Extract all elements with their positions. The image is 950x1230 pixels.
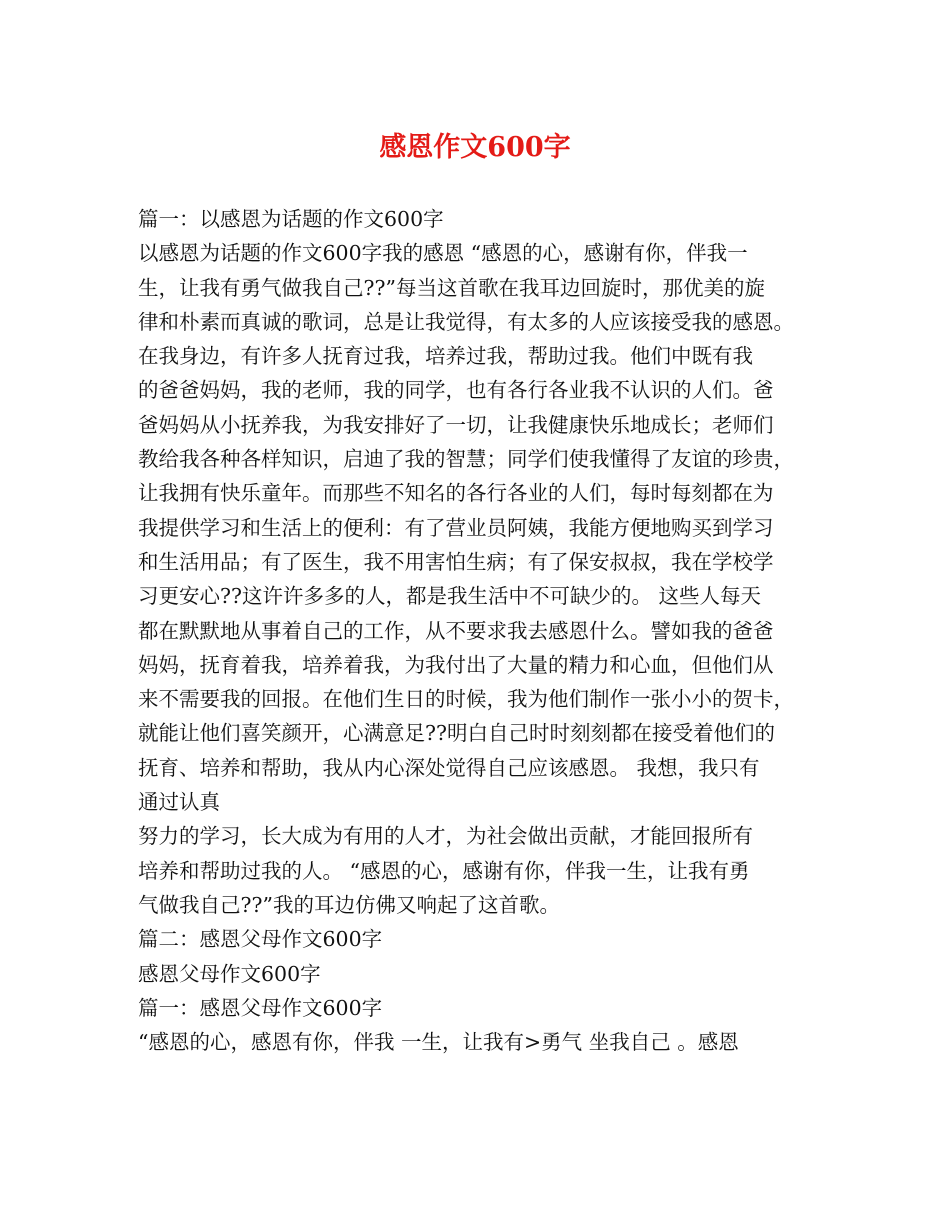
text-line: “感恩的心，感恩有你，伴我 一生，让我有>勇气 坐我自己 。感恩 — [138, 1030, 739, 1055]
text-line: 妈妈，抚育着我，培养着我，为我付出了大量的精力和心血，但他们从 — [138, 652, 774, 677]
document-body — [138, 202, 818, 1059]
text-line: 培养和帮助过我的人。 “感恩的心，感谢有你，伴我一生，让我有勇 — [138, 858, 750, 883]
text-line: 篇一：以感恩为话题的作文600字 — [138, 207, 444, 231]
text-line: 都在默默地从事着自己的工作，从不要求我去感恩什么。譬如我的爸爸 — [138, 618, 774, 643]
text-line: 在我身边，有许多人抚育过我，培养过我，帮助过我。他们中既有我 — [138, 344, 753, 369]
text-line: 抚育、培养和帮助，我从内心深处觉得自己应该感恩。 我想，我只有 — [138, 755, 760, 780]
text-line: 让我拥有快乐童年。而那些不知名的各行各业的人们，每时每刻都在为 — [138, 481, 774, 506]
text-line: 习更安心??这许许多多的人，都是我生活中不可缺少的。 这些人每天 — [138, 584, 761, 609]
text-line: 爸妈妈从小抚养我，为我安排好了一切，让我健康快乐地成长；老师们 — [138, 412, 774, 437]
document-title: 感恩作文600字 — [379, 132, 571, 163]
text-line: 来不需要我的回报。在他们生日的时候，我为他们制作一张小小的贺卡， — [138, 687, 794, 712]
text-line: 我提供学习和生活上的便利：有了营业员阿姨，我能方便地购买到学习 — [138, 515, 774, 540]
text-line: 的爸爸妈妈，我的老师，我的同学，也有各行各业我不认识的人们。爸 — [138, 378, 774, 403]
text-line: 篇二：感恩父母作文600字 — [138, 927, 383, 952]
text-line: 努力的学习，长大成为有用的人才，为社会做出贡献，才能回报所有 — [138, 824, 753, 849]
text-line: 气做我自己??”我的耳边仿佛又响起了这首歌。 — [138, 892, 560, 917]
text-line: 和生活用品；有了医生，我不用害怕生病；有了保安叔叔，我在学校学 — [138, 549, 774, 574]
text-line: 感恩父母作文600字 — [138, 961, 321, 986]
text-line: 律和朴素而真诚的歌词，总是让我觉得，有太多的人应该接受我的感恩。 — [138, 309, 794, 334]
text-line: 就能让他们喜笑颜开，心满意足??明白自己时时刻刻都在接受着他们的 — [138, 721, 775, 746]
text-line: 通过认真 — [138, 790, 220, 815]
text-line: 教给我各种各样知识，启迪了我的智慧；同学们使我懂得了友谊的珍贵， — [138, 447, 794, 472]
text-line: 生，让我有勇气做我自己??”每当这首歌在我耳边回旋时，那优美的旋 — [138, 275, 765, 300]
text-line: 篇一：感恩父母作文600字 — [138, 995, 383, 1020]
text-line: 以感恩为话题的作文600字我的感恩 “感恩的心，感谢有你，伴我一 — [138, 241, 748, 266]
